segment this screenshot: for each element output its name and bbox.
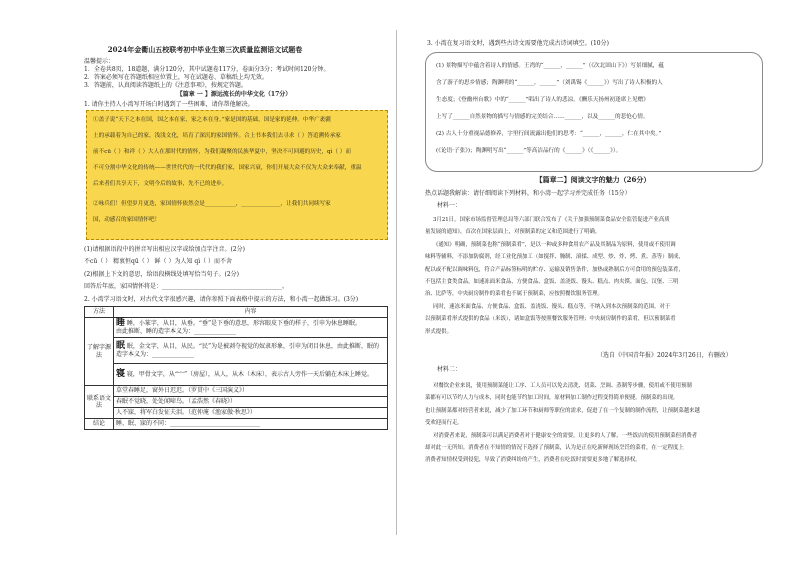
- material-line: 消费者知情权受到侵犯，导致了消费纠纷的产生，消费者在吃饭时需要更多地了解选择权。: [425, 457, 641, 464]
- poem-line: 含了游子的思乡情感；陶渊明的“______，______”（刘禹锡《______》）写出了诗人积极的人: [436, 80, 663, 86]
- material2-label: 材料二：: [437, 366, 462, 373]
- material-line: 3月21日，国家市场监督管理总局等六部门联合发布了《关于加强预制菜食品安全监管促进产业高质: [433, 217, 670, 223]
- passage-line: 前不cū（ ）和祥（ ）大人在那时代的情怀，为我们凝聚的民族华夏中，坚决不可回避的历史，qì（ ）而: [93, 149, 351, 155]
- material1-label: 材料一：: [437, 202, 462, 209]
- reading-intro: 热点话题我解读：请仔细阅读下列材料，和小湾一起学习并完成任务（15分）: [425, 190, 631, 197]
- table-row: 睡、眠、寐的不同：______________________________: [114, 419, 388, 430]
- passage-line: 土的承载着为自己的家，浅浅文化，培育了深沉的家国情怀。合上书本我们去寻求（ ）答追溯传承家: [93, 133, 341, 139]
- material-line: 却对此一无所知。消费者在不知情的情况下选择了预制菜，认为是正在吃新鲜现场烹饪的菜肴，在一定程度上: [425, 445, 684, 452]
- poem-line: 生态度；《登幽州台歌》中的“______”唱出了诗人的悲凉。《酬乐天扬州初逢席上见赠》: [436, 97, 649, 103]
- passage-line: ①盖子说“天下之本在国，国之本在家，家之本在身。”家是国的基础，国是家的延伸。中华广袤疆: [93, 117, 331, 123]
- passage-line: ②咏兵们！但望岁月更迭，家国情怀依然会是___________，______________，让我们共同续写家: [93, 201, 331, 207]
- row-text: 眠，金文字，从目，从民。“民”为是被剥夺视觉的奴隶形象，引申为闭目休息，由此推断，眠的造字本义为：______________: [116, 343, 380, 359]
- row-text: 睡，小篆字，从目，从垂。“垂”是下垂的意思，形容眼皮下垂的样子，引申为休息睡眠。: [126, 320, 362, 328]
- row-text: 寝，甲骨文字，从“宀”（房屋），从人，从木（木床），表示古人旁作一天后躺在木床上睡觉。: [126, 371, 374, 378]
- poem-line: (2) 古人十分重视品德修养，字里行间流露出他们的思考：“______，______，仁在其中矣。”: [436, 131, 662, 137]
- material-line: 对餐饮企业来说，使用预制菜能让工序、工人员可以免去清洗、切菜、烹调、蒸制等步骤，使用或不使用预制: [433, 383, 692, 389]
- material-line: 同时，速冻米面食品、方便食品、盒饭、盖浇饭、馒头、糕点等，不纳入到本次预制菜的范围。对于: [433, 303, 671, 310]
- question1-1-items: 不cū（ ） 精衷恒qū（ ） 鲜（ ）为人知 qì（ ）而不舍: [84, 258, 233, 265]
- row-text: 由此推断，睡的造字本义为：______________: [116, 328, 237, 336]
- notes-heading: 温馨提示：: [84, 58, 115, 65]
- material-line: 量发展的通知》，首次在国家层面上，对预制菜的定义和范围进行了明确。: [425, 229, 601, 236]
- method-label: 结论: [85, 419, 114, 430]
- section1-title: 【篇章 一 】源远流长的中华文化（17分）: [176, 91, 292, 98]
- question2-intro: 2. 小湾学习语文时，对古代文字很感兴趣，请你参照下面表格中提示的方法，和小湾一起做练习。(3分): [84, 296, 359, 303]
- note-3: 3．答题前，认真阅读答题纸上的《注意事项》，按规定答题。: [84, 82, 247, 89]
- table-header: 方法: [85, 307, 114, 318]
- material-line: 治、比萨等，中央厨房制作的菜肴也不属于预制菜，应按照餐饮服务管理。: [425, 291, 603, 298]
- poem-line: 上写了______自然景物的描写与情感的完美结合……______，以及______的悲怆心情。: [436, 114, 649, 120]
- table-row: [114, 364, 388, 386]
- ancient-glyph-icon: 寝: [116, 369, 126, 379]
- material-line: 味料等辅料，不添加防腐剂，经工业化预加工（如搅拌、腌制、滚揉、成型、炒、炸、烤、煮、蒸等）制成，: [425, 254, 684, 261]
- ancient-glyph-icon: 睡: [116, 318, 126, 329]
- table-row: 人不寐，将军白发征夫泪。（范仲淹《渔家傲·秋思》）: [114, 408, 388, 419]
- poem-box: [425, 52, 763, 172]
- method-table: [84, 306, 388, 430]
- material-line: 不包括主食类食品，如速冻面米食品、方便食品、盒饭、盖浇饭、馒头、糕点、肉夹馍、面包、汉堡、三明: [425, 279, 679, 286]
- question1-2-fill: 回答后年底，家国情怀将是：________________________________________。: [84, 283, 289, 290]
- note-2: 2．答案必须写在答题纸相应位置上，写在试题卷、草稿纸上均无效。: [84, 74, 268, 81]
- question1-2: (2)根据上下文的意思，给语段横线处填写恰当句子。(2分): [84, 271, 239, 278]
- material-line: 以预制菜肴形式提供的食品（米饭），诸如盒饭等按照餐饮服务管理；中央厨房制作的菜肴，但以预制菜肴: [425, 316, 676, 323]
- poem-line: (1) 景物描写中蕴含着诗人的情感。王湾的“______，______”（《次北固山下》）写景细腻，蕴: [436, 63, 664, 69]
- passage-box: [86, 110, 388, 240]
- material-line: 《通知》明确，预制菜也称“预制菜肴”，是以一种或多种食用农产品及其制品为原料，使用或不使用调: [433, 241, 676, 248]
- question1-1: (1)请根据语段中的拼音写出相应汉字或给加点字注音。(2分): [84, 246, 245, 253]
- material-line: 受欢迎而行走。: [425, 420, 463, 427]
- right-page: [397, 0, 794, 562]
- page-divider: [396, 30, 397, 535]
- method-label: 联系语文法: [85, 386, 114, 419]
- table-row: 草堂春睡足，窗外日迟迟。（罗贯中《三国演义》）: [114, 386, 388, 397]
- table-row: [114, 318, 388, 338]
- passage-line: 不可分割中华文化的传统——世世代代的一代代的我们家，国家兴衰，你们开展大众不仅为大众来奉献，重温: [93, 165, 362, 171]
- passage-line: 后来者们共享天下，文明今后的故事，先不已的进步。: [93, 181, 228, 187]
- table-header: 内容: [114, 307, 388, 318]
- material-line: 对消费者来说，预制菜可以满足消费者对于健康安全的需要，让更多的人了解，一些饭店的使用预制菜但消费者: [433, 432, 698, 439]
- exam-title: 2024年金衢山五校联考初中毕业生第三次质量监测语文试题卷: [107, 45, 303, 54]
- table-row: [114, 338, 388, 364]
- passage-line: 国，动感召的家国情怀吧！: [93, 217, 161, 223]
- material-line: 形式提供。: [425, 328, 452, 335]
- material-line: 也让预制菜都对经营者来说，减少了加工环节和厨师等职位的需求，促进了在一个复制的制作流程，让预制菜越来越: [425, 407, 700, 414]
- method-label: 了解字源法: [85, 318, 114, 386]
- material1-body: [425, 214, 765, 338]
- question1-intro: 1. 请你主持人小湾写开场白时遇到了一些困难，请你帮他解决。: [84, 101, 254, 108]
- question3-intro: 3. 小湾在复习语文时，遇到些古诗文需要他完成古诗词填空。(10分): [427, 40, 609, 47]
- ancient-glyph-icon: 眠: [116, 341, 126, 352]
- material-line: 菜都有可以节约人力与成本，同时也能节约加工时间，原材料加工制作过程变得简单便捷。预制菜的出现，: [425, 395, 679, 402]
- material-line: 配以或不配以调味料包，符合产品标签标明的贮存、运输及销售条件，加热或熟制后方可食用的预包装菜肴，: [425, 266, 684, 273]
- section2-title: 【篇章二】阅读文字的魅力（26分）: [535, 175, 651, 184]
- poem-line: (《论语·子张》)；陶渊明写出“______”等高洁品行的《______》（《______》）。: [436, 148, 622, 154]
- table-row: 春眠不觉晓，处处闻啼鸟。（孟浩然《春晓》）: [114, 397, 388, 408]
- material1-source: （选自《中国青年报》2024年3月26日，有删改）: [597, 352, 732, 359]
- material2-body: [425, 380, 765, 467]
- note-1: 1．全卷共8页，18道题，满分120分，其中试题卷117分，卷面分3分；考试时间120分钟。: [84, 66, 330, 73]
